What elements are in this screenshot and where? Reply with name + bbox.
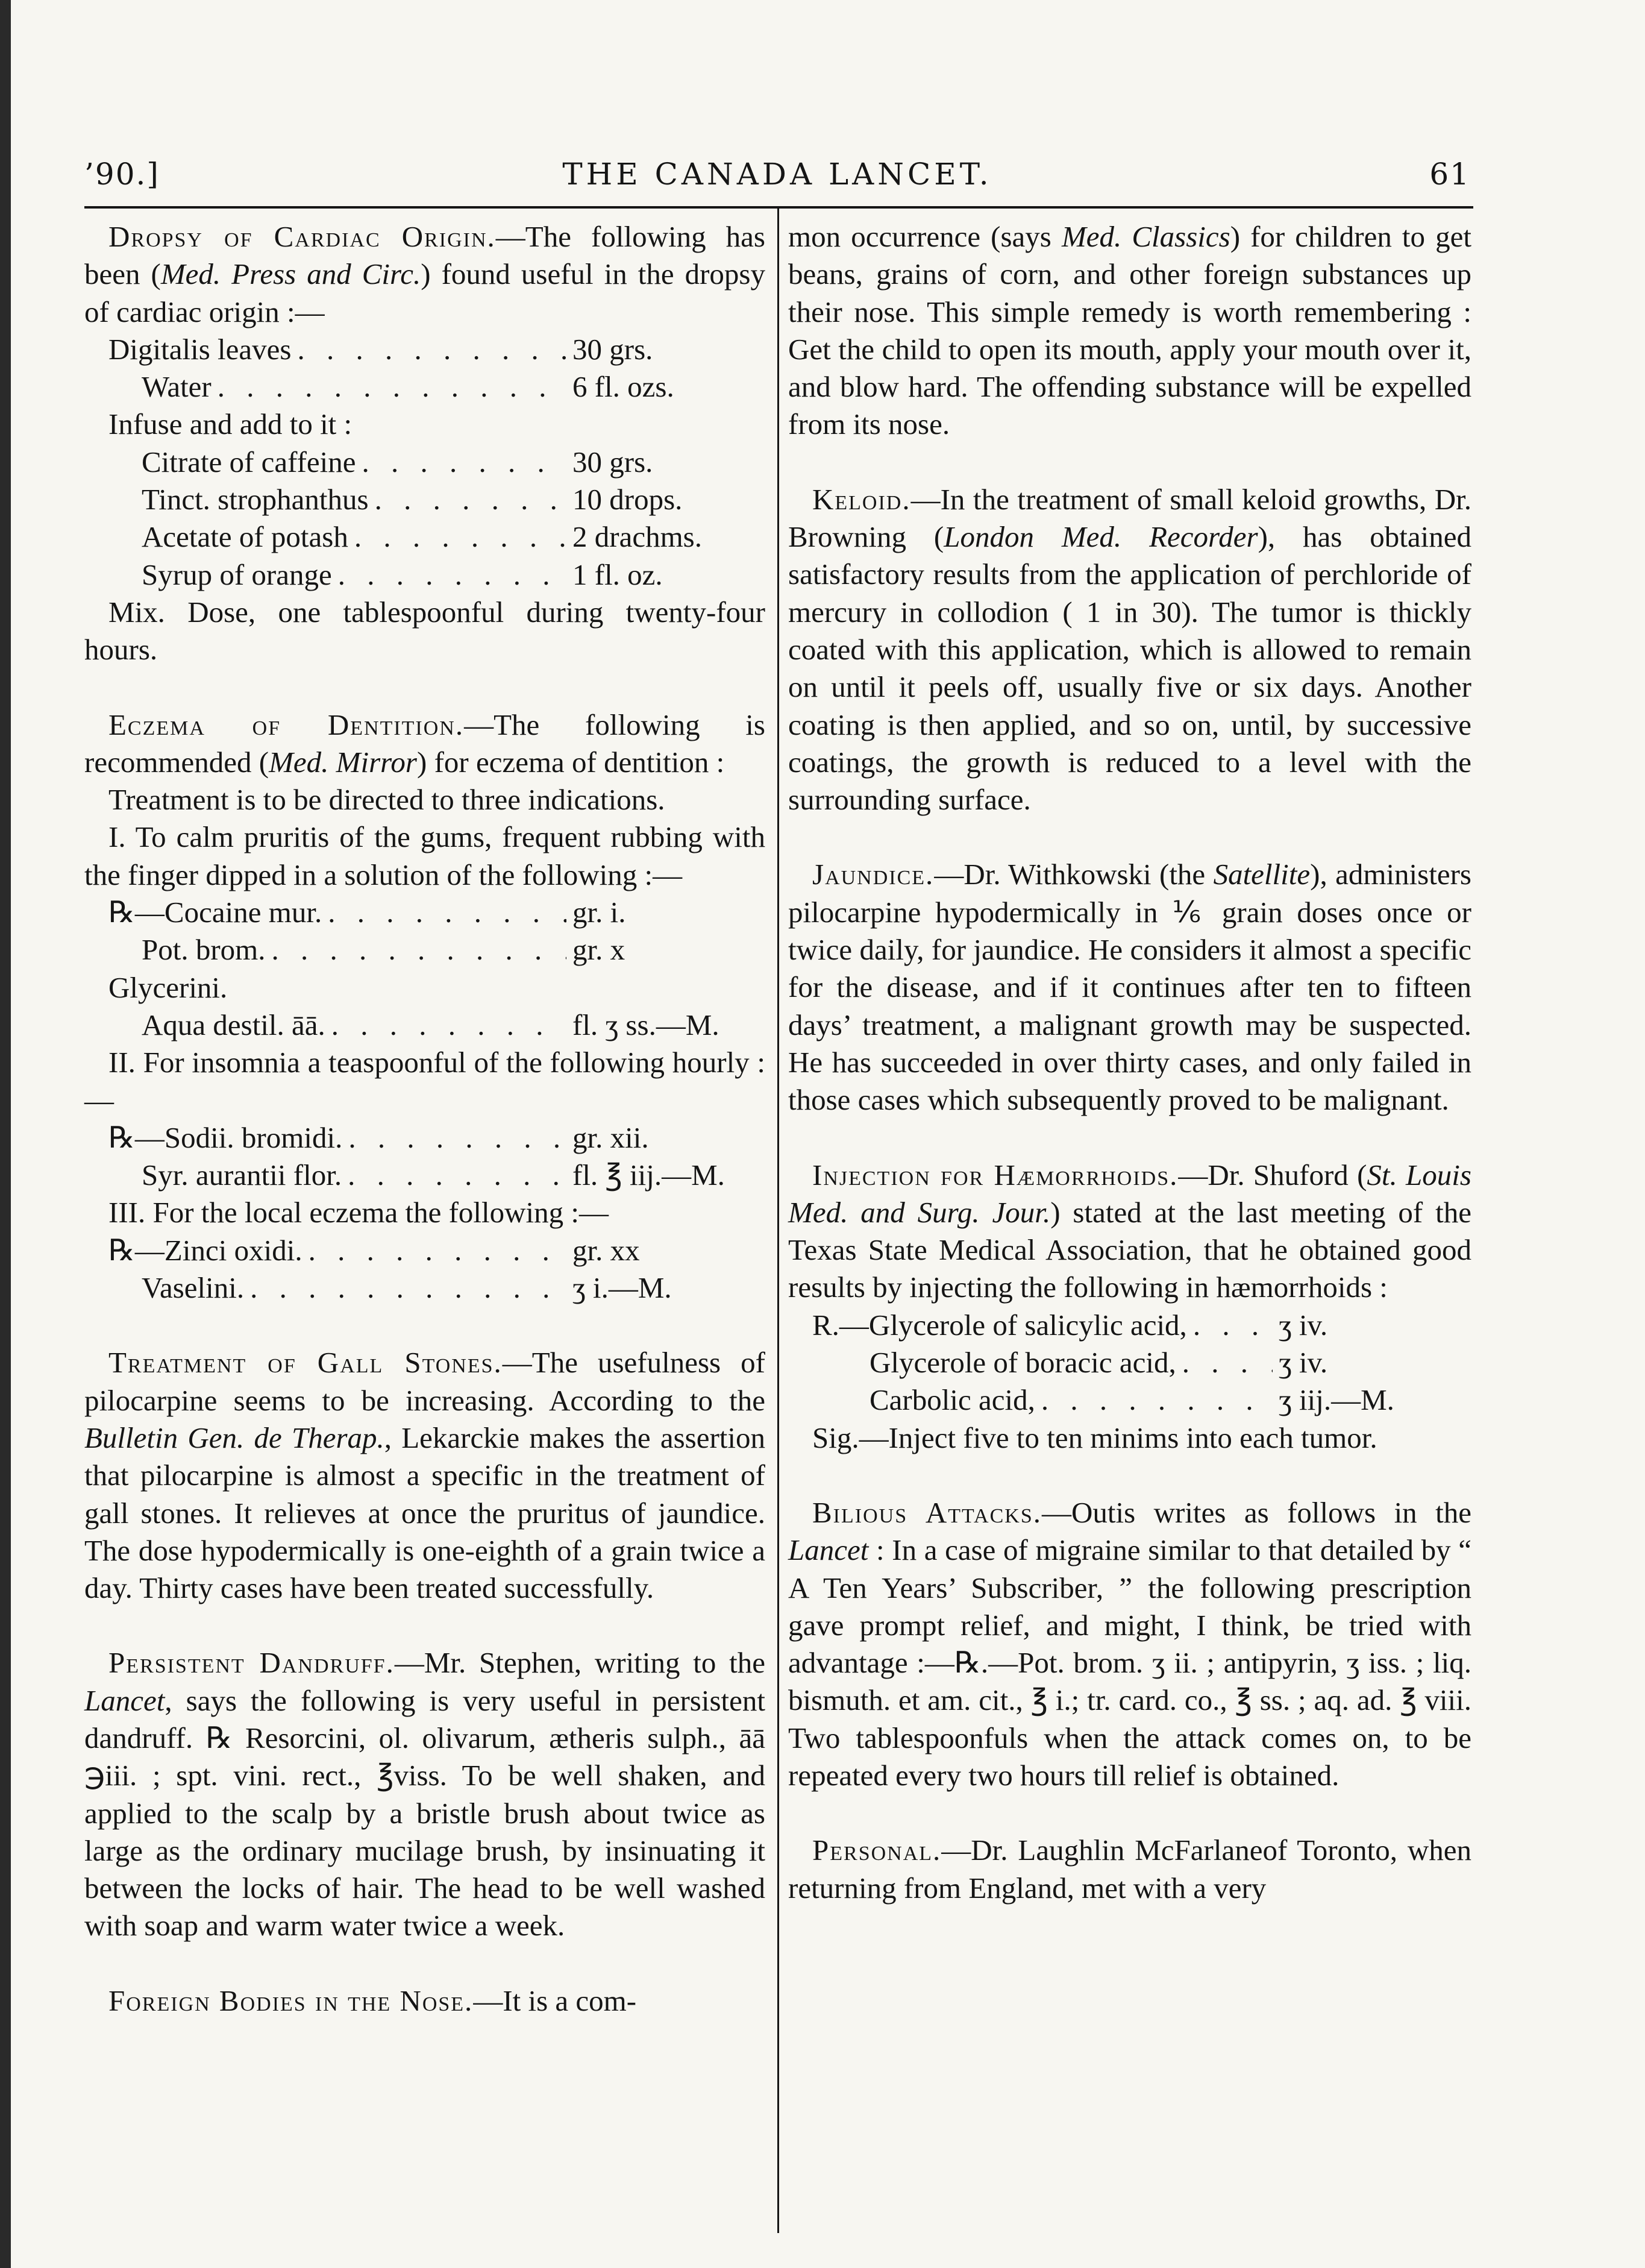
dropsy-dose: Mix. Dose, one tablespoonful during twenty-four hours.: [84, 595, 765, 667]
foreign-cont-text: mon occurrence (says Med. Classics) for children to get beans, grains of corn, and other foreign substances up their nose. This simple remedy is worth remembering : Get the child to open its mouth, apply your mouth over it, and blow hard. The offending substance will be expelled from its nose.: [788, 220, 1471, 441]
article-dandruff: [84, 1644, 765, 1944]
article-haemorrhoids: [788, 1157, 1471, 1457]
page-edge: [0, 0, 11, 2268]
source-citation: Satellite: [1213, 858, 1311, 891]
source-citation: Lancet: [788, 1533, 869, 1567]
article-title: Persistent Dandruff.: [108, 1646, 395, 1680]
article-title: Jaundice.: [812, 858, 935, 891]
article-title: Bilious Attacks.: [812, 1495, 1042, 1529]
rx-line: Digitalis leaves . . . 30 grs.: [108, 331, 765, 368]
article-jaundice: [788, 856, 1471, 1119]
eczema-text: Treatment is to be directed to three indications.: [108, 783, 665, 817]
rx-instruction: Infuse and add to it :: [108, 407, 352, 441]
haemorrhoids-sig: Sig.—Inject five to ten minims into each tumor.: [812, 1421, 1377, 1454]
article-bilious: [788, 1494, 1471, 1794]
dropsy-intro: Dropsy of Cardiac Origin.—The following has been (Med. Press and Circ.) found useful in the dropsy of cardiac origin :—: [84, 220, 766, 328]
prescription: [108, 1119, 765, 1195]
rx-line: Water . . . 6 fl. ozs.: [108, 368, 765, 406]
article-title: Eczema of Dentition.: [108, 708, 465, 741]
prescription: [108, 894, 765, 1044]
article-keloid: [788, 481, 1471, 819]
article-personal: [788, 1832, 1471, 1907]
foreign-text: Foreign Bodies in the Nose.—It is a com-: [108, 1984, 637, 2017]
rx-line: Glycerini.: [108, 970, 228, 1004]
source-citation: St. Louis Med. and Surg. Jour.: [788, 1158, 1471, 1229]
journal-title: THE CANADA LANCET.: [562, 157, 992, 192]
jaundice-text: Jaundice.—Dr. Withkowski (the Satellite), administers pilocarpine hypodermically in ⅙ grain doses once or twice daily, for jaundice. He considers it almost a specific for the disease, and if it continues after ten to fifteen days’ treatment, a malignant growth may be suspected. He has succeeded in over thirty cases, and only failed in those cases which subsequently proved to be malignant.: [788, 858, 1471, 1117]
eczema-text: III. For the local eczema the following :—: [108, 1196, 609, 1230]
prescription: [108, 1232, 765, 1307]
rx-line: ℞—Sodii. bromidi. . . . gr. xii.: [108, 1119, 765, 1157]
haemorrhoids-text: Injection for Hæmorrhoids.—Dr. Shuford (St. Louis Med. and Surg. Jour.) stated at the last meeting of the Texas State Medical Association, that he obtained good results by injecting the following in hæmorrhoids :: [788, 1158, 1471, 1304]
eczema-text: I. To calm pruritis of the gums, frequent rubbing with the finger dipped in a solution of the following :—: [84, 820, 765, 891]
source-citation: Lancet: [84, 1683, 165, 1717]
article-title: Treatment of Gall Stones.: [108, 1346, 503, 1380]
source-citation: Med. Classics: [1061, 220, 1230, 253]
page-number: 61: [1429, 157, 1470, 192]
column-divider: [777, 208, 779, 2233]
source-citation: Bulletin Gen. de Therap.: [84, 1421, 384, 1454]
rx-line: Syrup of orange . . . 1 fl. oz.: [108, 556, 765, 594]
header-date: ’90.]: [84, 157, 160, 192]
rx-line: Glycerole of boracic acid, . . . ʒ iv.: [812, 1344, 1471, 1381]
article-foreign-bodies: [84, 1982, 765, 2020]
eczema-text: II. For insomnia a teaspoonful of the following hourly :—: [84, 1046, 765, 1117]
dandruff-text: Persistent Dandruff.—Mr. Stephen, writing to the Lancet, says the following is very useful in persistent dandruff. ℞ Resorcini, ol. olivarum, ætheris sulph., āā ℈iii. ; spt. vini. rect., ℥viss. To be well shaken, and applied to the scalp by a bristle brush about twice as large as the ordinary mucilage brush, by insinuating it between the locks of hair. The head to be well washed with soap and warm water twice a week.: [84, 1646, 765, 1943]
source-citation: Med. Mirror: [269, 745, 417, 779]
personal-text: Personal.—Dr. Laughlin McFarlaneof Toronto, when returning from England, met with a very: [788, 1833, 1471, 1905]
eczema-intro: Eczema of Dentition.—The following is recommended (Med. Mirror) for eczema of dentition :: [84, 708, 765, 779]
rx-line: Pot. brom. . . . gr. x: [108, 931, 765, 969]
rx-line: Acetate of potash . . . 2 drachms.: [108, 518, 765, 556]
rx-line: R.—Glycerole of salicylic acid, . . . ʒ iv.: [812, 1307, 1471, 1344]
article-title: Personal.: [812, 1833, 942, 1867]
rx-line: Syr. aurantii flor. . . . fl. ℥ iij.—M.: [108, 1157, 765, 1194]
rx-line: ℞—Zinci oxidi. . . . gr. xx: [108, 1232, 765, 1269]
article-title: Dropsy of Cardiac Origin.: [108, 220, 496, 253]
article-title: Foreign Bodies in the Nose.: [108, 1984, 474, 2017]
rx-line: Carbolic acid, . . . ʒ iij.—M.: [812, 1381, 1471, 1419]
article-gall-stones: [84, 1344, 765, 1607]
gall-text: Treatment of Gall Stones.—The usefulness of pilocarpine seems to be increasing. According to the Bulletin Gen. de Therap., Lekarckie makes the assertion that pilocarpine is almost a specific in the treatment of gall stones. It relieves at once the pruritus of jaundice. The dose hypodermically is one-eighth of a grain twice a day. Thirty cases have been treated successfully.: [84, 1346, 765, 1605]
rx-line: Aqua destil. āā. . . . fl. ʒ ss.—M.: [108, 1007, 765, 1044]
source-citation: London Med. Recorder: [944, 520, 1258, 554]
rx-line: ℞—Cocaine mur. . . . gr. i.: [108, 894, 765, 931]
article-eczema: [84, 706, 765, 1307]
rx-line: Citrate of caffeine . . . 30 grs.: [108, 444, 765, 481]
article-foreign-bodies-cont: [788, 218, 1471, 444]
rx-line: Tinct. strophanthus . . . 10 drops.: [108, 481, 765, 518]
article-title: Keloid.: [812, 482, 911, 516]
article-title: Injection for Hæmorrhoids.: [812, 1158, 1179, 1192]
right-column: [788, 218, 1471, 1907]
source-citation: Med. Press and Circ.: [160, 257, 421, 291]
rx-line: Vaselini. . . . ʒ i.—M.: [108, 1269, 765, 1307]
bilious-text: Bilious Attacks.—Outis writes as follows in the Lancet : In a case of migraine similar to that detailed by “ A Ten Years’ Subscriber, ” the following prescription gave prompt relief, and might, I think, be tried with advantage :—℞.—Pot. brom. ʒ ii. ; antipyrin, ʒ iss. ; liq. bismuth. et am. cit., ℥ i.; tr. card. co., ℥ ss. ; aq. ad. ℥ viii. Two tablespoonfuls when the attack comes on, to be repeated every two hours till relief is obtained.: [788, 1495, 1471, 1792]
article-dropsy: [84, 218, 765, 669]
left-column: [84, 218, 765, 2020]
prescription: [108, 331, 765, 594]
keloid-text: Keloid.—In the treatment of small keloid growths, Dr. Browning (London Med. Recorder), has obtained satisfactory results from the application of perchloride of mercury in collodion ( 1 in 30). The tumor is thickly coated with this application, which is allowed to remain on until it peels off, usually five or six days. Another coating is then applied, and so on, until, by successive coatings, the growth is reduced to a level with the surrounding surface.: [788, 482, 1471, 817]
running-header: [84, 157, 1470, 205]
prescription: [812, 1307, 1471, 1419]
